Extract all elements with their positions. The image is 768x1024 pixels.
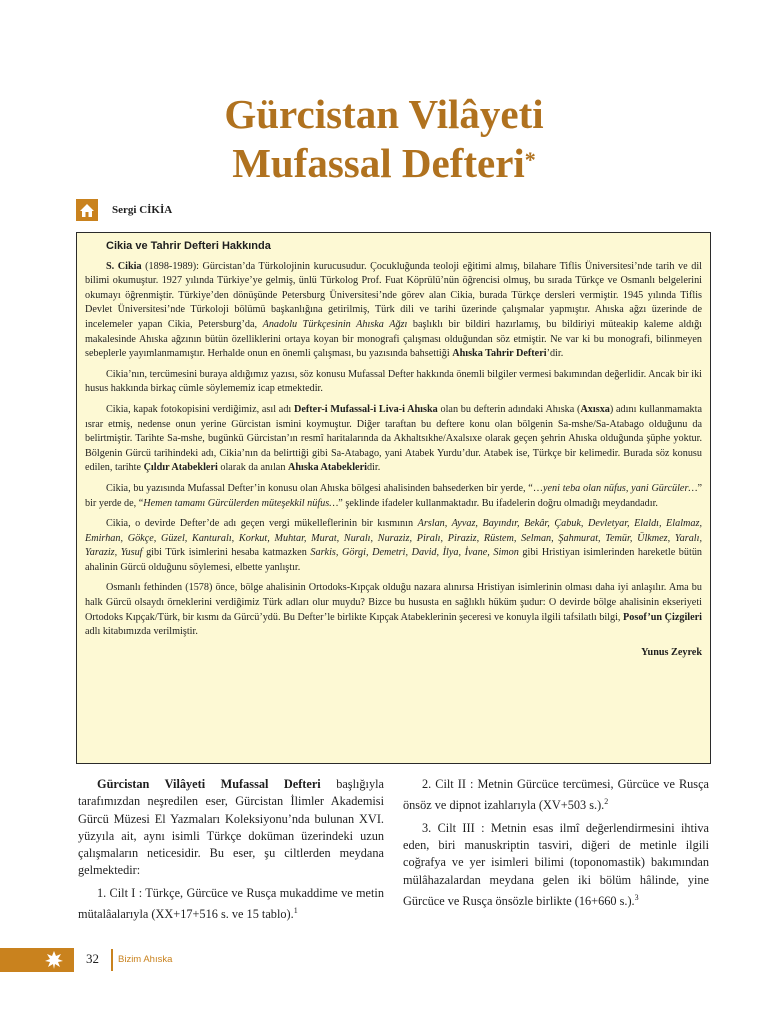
right-column <box>403 776 709 915</box>
footnote-ref-3[interactable]: 3 <box>634 892 639 902</box>
box-paragraph-4: Cikia, bu yazısında Mufassal Defter’in konusu olan Ahıska bölgesi ahalisinden bahsederken bir yerde, “…yeni teba olan nüfus, yani Gürcüler…” bir yerde de, “Hemen tamamı Gürcülerden müteşekkil nüfus…” şeklinde ifadeler kullanmaktadır. Bu ifadelerin doğru olmadığı meydandadır. <box>85 482 702 509</box>
footnote-ref-2[interactable]: 2 <box>604 797 609 807</box>
page-footer <box>0 948 768 972</box>
title-line-1: Gürcistan Vilâyeti <box>224 91 544 137</box>
box-paragraph-3: Cikia, kapak fotokopisini verdiğimiz, asıl adı Defter-i Mufassal-i Liva-i Ahıska olan bu defterin adındaki Ahıska (Axısxa) adını kullanmamakta ısrar etmiş, nedense onun yerine Gürcistan ismini koymuştur. Diğer taraftan bu deftere konu olan bölgenin Sa-mshe/Sa-Atabago olduğunu da belirtmiştir. Tarihte Sa-mshe, bugünkü Gürcistan’ın resmî haritalarında da Akhaltsıkhe/Axalsıxe olarak geçen şehrin Ahıska olduğunda şüphe yoktur. Bölgenin Gürcü tarihindeki adı, Cikia’nın da belirttiği gibi Sa-Atabago, yani Atabek Yurdu’dur. Atabek ise, Türkçe bir kelimedir. Burada söz konusu edilen, tarihte Çıldır Atabekleri olarak da anılan Ahıska Atabekleridir. <box>85 403 702 474</box>
editor-note-box <box>76 232 711 764</box>
title-line-2: Mufassal Defteri <box>232 140 525 186</box>
page-number: 32 <box>86 951 99 966</box>
left-paragraph-1: Gürcistan Vilâyeti Mufassal Defteri başlığıyla tarafımızdan neşredilen eser, Gürcistan İlimler Akademisi Gürcü Müzesi El Yazmaları Koleksiyonu’nda bulunan XVI. yüzyıla ait, aynı isimli Türkçe doküman üzerindeki uzun çalışmaların neticesidir. Bu eser, şu ciltlerden meydana gelmektedir: <box>78 777 385 878</box>
box-signature: Yunus Zeyrek <box>641 646 702 658</box>
right-paragraph-1: 2. Cilt II : Metnin Gürcüce tercümesi, Gürcüce ve Rusça önsöz ve dipnot izahlarıyla (XV+503 s.).$^2$ <box>403 777 709 813</box>
house-icon <box>76 199 98 221</box>
author-name: Sergi CİKİA <box>112 204 173 216</box>
right-paragraph-2: 3. Cilt III : Metnin esas ilmî değerlendirmesini ihtiva eden, biri manuskriptin tasviri, diğeri de metinle ilgili coğrafya ve yer isimleri bilimi (toponomastik) bakımından mülâhazalardan meydana gelen iki bölüm hâlinde, yine Gürcüce ve Rusça önsözle birlikte (16+660 s.).$^3$ <box>403 820 709 908</box>
magazine-name: Bizim Ahıska <box>118 954 173 965</box>
article-title <box>0 90 768 188</box>
box-paragraph-1: S. Cikia (1898-1989): Gürcistan’da Türkolojinin kurucusudur. Çocukluğunda teoloji eğitimi almış, bilahare Tiflis Üniversitesi’nde tarih ve dil bilimi okumuştur. 1927 yılında Türkiye’ye gelmiş, ünlü Türkolog Prof. Fuat Köprülü’nün öğrencisi olmuş, bu sırada Türkçe ve Osmanlı belgelerini okumayı öğrenmiştir. Türkiye’den dönüşünde Petersburg Üniversitesi’nde görev alan Cikia, burada Türkçe dersleri vermiştir. 1945 yılında Tiflis Devlet Üniversitesi’nde Türkoloji bölümü başkanlığına getirilmiş, Türk dili ve tarihi üzerinde çalışmalar yapmıştır. Ahıska ağzı üzerinde de incelemeler yapan Cikia, Petersburg’da, Anadolu Türkçesinin Ahıska Ağzı başlıklı bir bildiri hazırlamış, bu bildiriyi müteakip kaleme aldığı makalesinde Ahıska ağzının bütün özelliklerini ortaya koyan bir monografi çalışması olduğundan söz etmiştir. Ne var ki bu monografi, bilinmeyen sebeplerle yayımlanmamıştır. Herhalde onun en önemli çalışması, bu yazısında bahsettiği Ahıska Tahrir Defteri’dir. <box>85 260 702 360</box>
footer-divider <box>111 949 113 971</box>
box-paragraph-5: Cikia, o devirde Defter’de adı geçen vergi mükelleflerinin bir kısmının Arslan, Ayvaz, Bayındır, Bekâr, Çabuk, Devletyar, Elaldı, Elalmaz, Emirhan, Gökçe, Güzel, Kanturalı, Korkut, Muhtar, Murat, Nuralı, Nuraziz, Piralı, Piraziz, Rüstem, Selman, Şahmurat, Temür, Ülkmez, Yaralı, Yaraziz, Yusuf gibi Türk isimlerini hesaba katmazken Sarkis, Görgi, Demetri, David, İlya, İvane, Simon gibi Hristiyan isimlerinden hareketle bütün ahalinin Gürcü olduğunu söylemesi, elbette yanlıştır. <box>85 518 703 573</box>
box-paragraph-2: Cikia’nın, tercümesini buraya aldığımız yazısı, söz konusu Mufassal Defter hakkında önemli bilgiler vermesi bakımından değerlidir. Ancak bir iki husus hakkında birkaç cümle söylememiz icap etmektedir. <box>85 368 702 395</box>
leaf-icon <box>44 950 64 970</box>
left-column <box>78 776 384 928</box>
title-footnote-mark: * <box>524 147 536 172</box>
left-paragraph-2: 1. Cilt I : Türkçe, Gürcüce ve Rusça mukaddime ve metin mütalâalarıyla (XX+17+516 s. ve 15 tablo).$^1$ <box>78 885 384 922</box>
footnote-ref-1[interactable]: 1 <box>293 906 298 916</box>
author-row <box>76 199 172 221</box>
footer-accent-bar <box>0 948 74 972</box>
box-paragraph-6: Osmanlı fethinden (1578) önce, bölge ahalisinin Ortodoks-Kıpçak olduğu nazara alınırsa Hristiyan isimlerinin olması daha iyi anlaşılır. Ama bu halk Gürcü olsaydı örneklerini verdiğimiz Türk adları olur muydu? Bizce bu hususta en sağlıklı hüküm şudur: O devirde bölge ahalisinin ekseriyeti Ortodoks Kıpçak/Türk, bir kısmı da Gürcü’ydü. Bu Defter’le birlikte Kıpçak Atabeklerinin şeceresi ve konuyla ilgili tafsilatlı bilgi, Posof’un Çizgileri adlı kitabımızda verilmiştir. <box>85 582 702 638</box>
box-heading: Cikia ve Tahrir Defteri Hakkında <box>106 240 271 252</box>
